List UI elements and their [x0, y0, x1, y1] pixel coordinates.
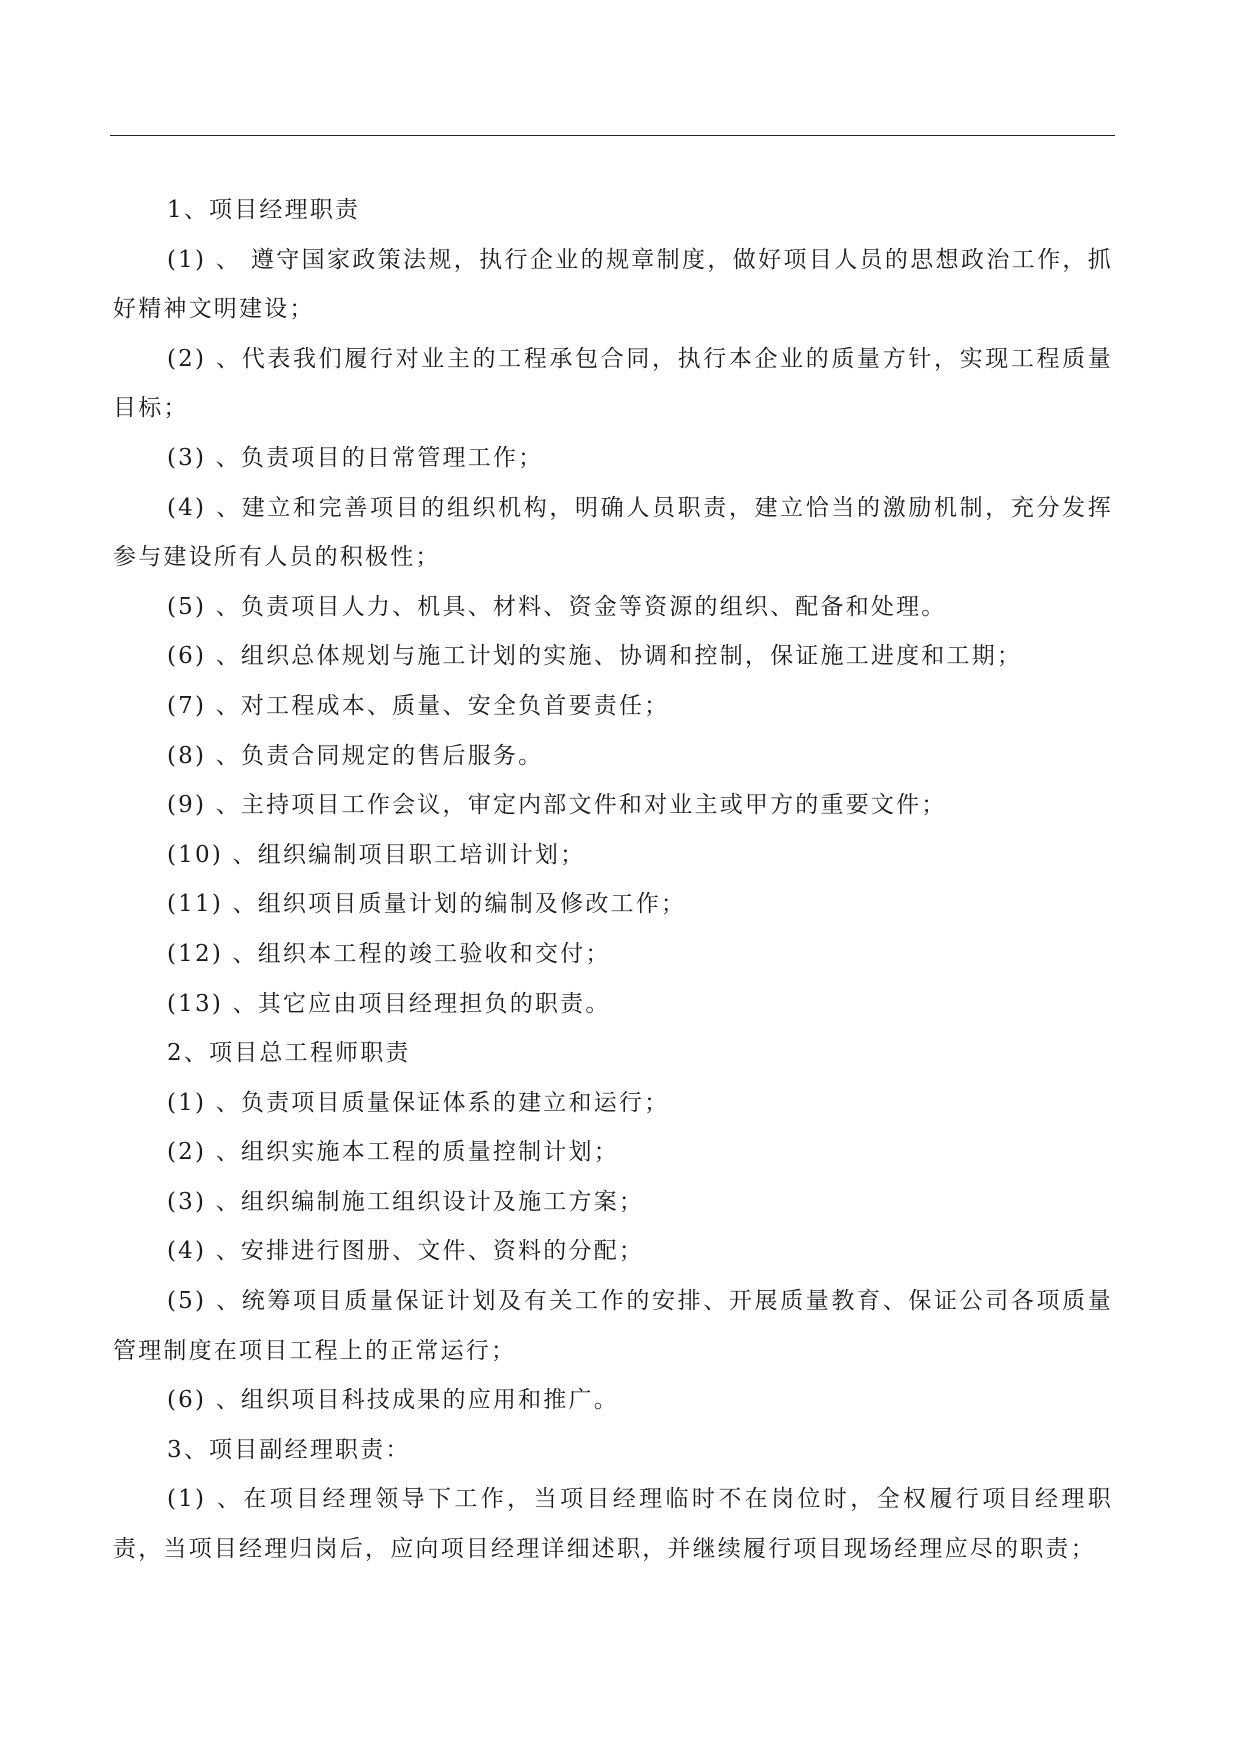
list-item: (3) 、负责项目的日常管理工作；: [167, 444, 544, 471]
list-item: (6) 、组织总体规划与施工计划的实施、协调和控制，保证施工进度和工期；: [167, 643, 1023, 670]
section-heading: 1、项目经理职责: [167, 197, 361, 223]
list-item: (13) 、其它应由项目经理担负的职责。: [167, 990, 611, 1017]
list-item: (12) 、组织本工程的竣工验收和交付；: [167, 940, 611, 967]
list-item: (7) 、对工程成本、质量、安全负首要责任；: [167, 692, 670, 719]
list-item: (4) 、安排进行图册、文件、资料的分配；: [167, 1238, 645, 1265]
header-rule: [110, 135, 1115, 136]
document-body: [113, 186, 1113, 1575]
list-item: (5) 、负责项目人力、机具、材料、资金等资源的组织、配备和处理。: [167, 593, 947, 620]
section-heading: 2、项目总工程师职责: [167, 1040, 411, 1067]
list-item: (1) 、负责项目质量保证体系的建立和运行；: [167, 1089, 670, 1116]
list-item: (3) 、组织编制施工组织设计及施工方案；: [167, 1188, 645, 1215]
list-item: (1) 、在项目经理领导下工作，当项目经理临时不在岗位时，全权履行项目经理职责，当项目经理归岗后，应向项目经理详细述职，并继续履行项目现场经理应尽的职责；: [113, 1486, 1113, 1563]
section-heading: 3、项目副经理职责：: [167, 1436, 411, 1463]
list-item: (6) 、组织项目科技成果的应用和推广。: [167, 1387, 619, 1414]
list-item: (11) 、组织项目质量计划的编制及修改工作；: [167, 891, 687, 918]
list-item: (10) 、组织编制项目职工培训计划；: [167, 841, 586, 868]
list-item: (2) 、组织实施本工程的质量控制计划；: [167, 1139, 619, 1166]
list-item: (8) 、负责合同规定的售后服务。: [167, 742, 544, 769]
list-item: (9) 、主持项目工作会议，审定内部文件和对业主或甲方的重要文件；: [167, 792, 947, 819]
list-item: (5) 、统筹项目质量保证计划及有关工作的安排、开展质量教育、保证公司各项质量管理制度在项目工程上的正常运行；: [113, 1288, 1113, 1364]
list-item: (2) 、代表我们履行对业主的工程承包合同，执行本企业的质量方针，实现工程质量目标；: [113, 345, 1113, 422]
list-item: (1) 、 遵守国家政策法规，执行企业的规章制度，做好项目人员的思想政治工作，抓好精神文明建设；: [113, 246, 1113, 323]
list-item: (4) 、建立和完善项目的组织机构，明确人员职责，建立恰当的激励机制，充分发挥参与建设所有人员的积极性；: [113, 494, 1113, 571]
